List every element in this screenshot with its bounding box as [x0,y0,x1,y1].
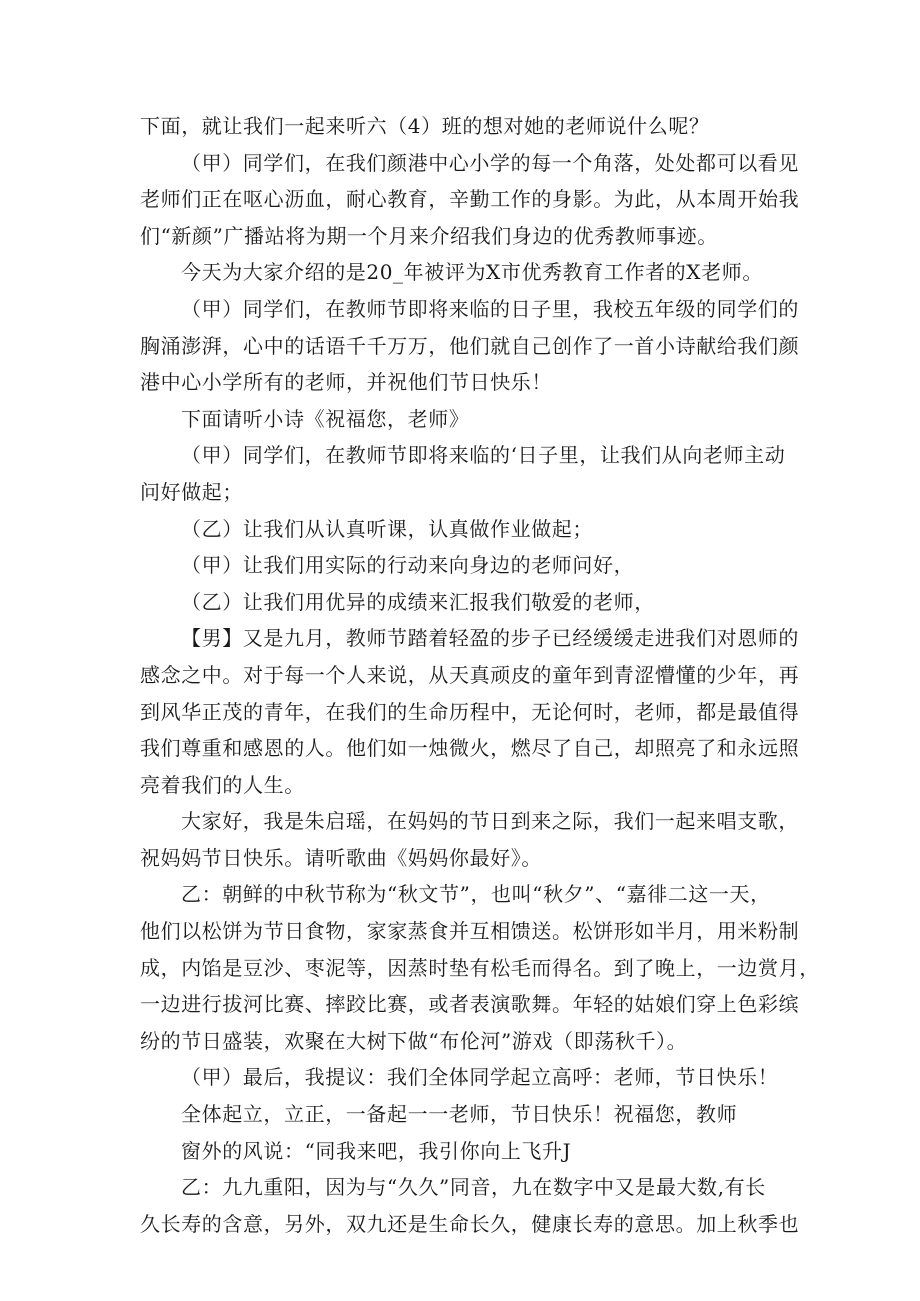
text-line: 祝妈妈节日快乐。请听歌曲《妈妈你最好》。 [140,845,542,870]
text-line: 感念之中。对于每一个人来说，从天真顽皮的童年到青涩懵懂的少年，再 [140,662,800,687]
text-line: 我们尊重和感恩的人。他们如一烛微火，燃尽了自己，却照亮了和永远照 [140,736,800,761]
text-line: 【男】又是九月，教师节踏着轻盈的步子已经缓缓走进我们对恩师的 [181,626,799,651]
text-line: 今天为大家介绍的是20_年被评为X市优秀教育工作者的X老师。 [181,260,763,285]
document-body [140,108,820,1242]
text-line: 成，内馅是豆沙、枣泥等，因蒸时垫有松毛而得名。到了晚上，一边赏月， [140,955,820,980]
text-line: 窗外的风说：“同我来吧，我引你向上飞升J [181,1138,572,1163]
text-line: 乙：九九重阳，因为与“久久”同音，九在数字中又是最大数,有长 [181,1175,766,1200]
text-line: （甲）同学们，在我们颜港中心小学的每一个角落，处处都可以看见 [181,150,799,175]
text-line: 乙：朝鲜的中秋节称为“秋文节”，也叫“秋夕”、“嘉徘二这一天， [181,882,771,907]
text-line: 久长寿的含意，另外，双九还是生命长久，健康长寿的意思。加上秋季也 [140,1211,800,1236]
text-line: （乙）让我们从认真听课，认真做作业做起； [181,516,593,541]
text-line: （甲）最后，我提议：我们全体同学起立高呼：老师，节日快乐！ [181,1065,779,1090]
text-line: 一边进行拔河比赛、摔跤比赛，或者表演歌舞。年轻的姑娘们穿上色彩缤 [140,992,800,1017]
text-line: 问好做起； [140,479,243,504]
text-line: 港中心小学所有的老师，并祝他们节日快乐！ [140,370,552,395]
text-line: 下面请听小诗《祝福您，老师》 [181,406,470,431]
text-line: （甲）让我们用实际的行动来向身边的老师问好， [181,553,635,578]
text-line: 亮着我们的人生。 [140,772,305,797]
text-line: 他们以松饼为节日食物，家家蒸食并互相馈送。松饼形如半月，用米粉制 [140,919,800,944]
text-line: 老师们正在呕心沥血，耐心教育，辛勤工作的身影。为此，从本周开始我 [140,187,800,212]
text-line: （乙）让我们用优异的成绩来汇报我们敬爱的老师， [181,589,655,614]
text-line: 下面，就让我们一起来听六（4）班的想对她的老师说什么呢？ [140,114,710,138]
text-line: 大家好，我是朱启瑶，在妈妈的节日到来之际，我们一起来唱支歌， [181,809,799,834]
text-line: 全体起立，立正，一备起一一老师，节日快乐！祝福您，教师 [181,1102,738,1127]
text-line: 到风华正茂的青年，在我们的生命历程中，无论何时，老师，都是最值得 [140,699,800,724]
text-line: （甲）同学们，在教师节即将来临的‘日子里，让我们从向老师主动 [181,443,786,468]
text-line: （甲）同学们，在教师节即将来临的日子里，我校五年级的同学们的 [181,296,799,321]
text-line: 们“新颜”广播站将为期一个月来介绍我们身边的优秀教师事迹。 [140,223,718,248]
text-line: 胸涌澎湃，心中的话语千千万万，他们就自己创作了一首小诗献给我们颜 [140,333,800,358]
text-line: 纷的节日盛装，欢聚在大树下做“布伦河”游戏（即荡秋千）。 [140,1028,688,1053]
